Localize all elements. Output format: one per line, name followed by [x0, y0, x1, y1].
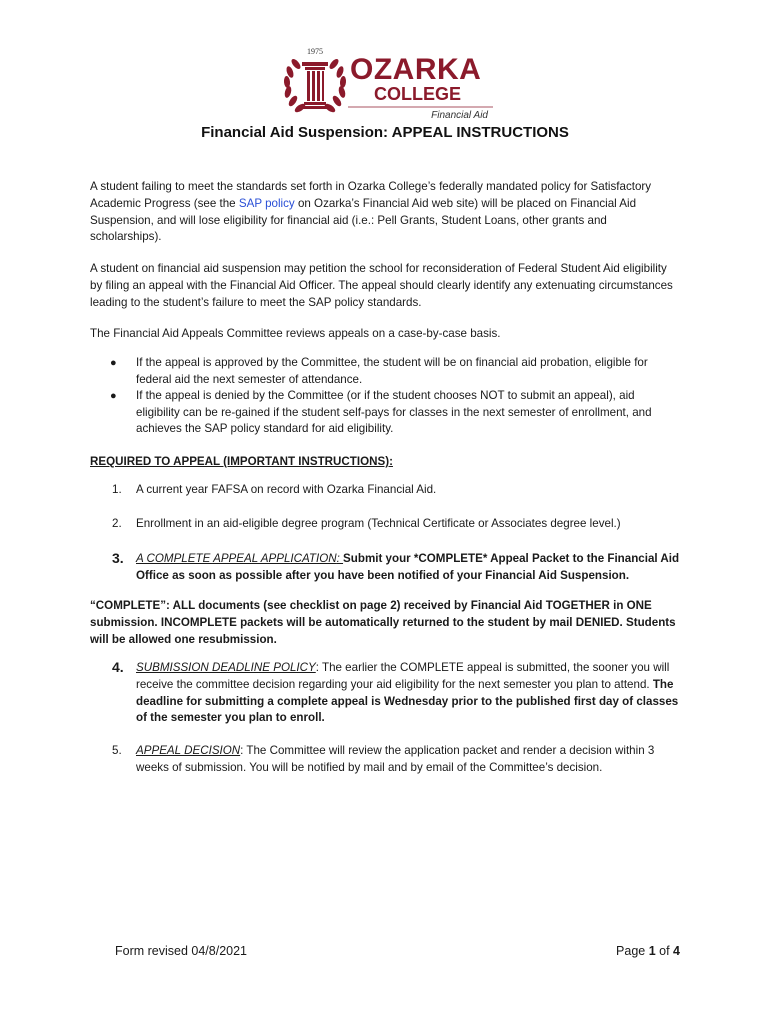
suspension-paragraph: A student on financial aid suspension may petition the school for reconsideration of Federal Student Aid eligibility by filing an appeal with the Financial Aid Officer. The appeal should clearly identify any extenuating circumstances leading to the student’s failure to meet the SAP policy standards. [90, 262, 673, 309]
list-item: ● If the appeal is denied by the Committee (or if the student chooses NOT to submit an appeal), aid eligibility can be re-gained if the student self-pays for classes in the next semester of enrollment, and achieves the SAP policy standard for aid eligibility. [110, 389, 652, 436]
required-heading: REQUIRED TO APPEAL (IMPORTANT INSTRUCTIONS): [90, 455, 393, 468]
list-item: ● If the appeal is approved by the Committee, the student will be on financial aid probation, eligible for federal aid the next semester of attendance. [110, 356, 648, 386]
requirement-item-2: 2. Enrollment in an aid-eligible degree program (Technical Certificate or Associates degree level.) [112, 517, 621, 530]
logo-graphic [278, 42, 496, 122]
logo-college: COLLEGE [374, 84, 462, 104]
requirement-item-3: 3. A COMPLETE APPEAL APPLICATION: Submit your *COMPLETE* Appeal Packet to the Financial Aid Office as soon as possible after you have been notified of your Financial Aid Suspension. [112, 550, 680, 582]
logo-name: OZARKA [350, 53, 482, 86]
bullet-icon: ● [110, 390, 117, 403]
complete-definition: “COMPLETE”: ALL documents (see checklist on page 2) received by Financial Aid TOGETHER in ONE submission. INCOMPLETE packets will be automatically returned to the student by mail DENIED. Students will be allowed one resubmission. [90, 599, 676, 646]
intro-text-end: on Ozarka’s Financial Aid web site) will be placed on Financial Aid Suspension, and will lose eligibility for financial aid (i.e.: Pell Grants, Student Loans, other grants and scholarships). [90, 196, 637, 244]
bullet-icon: ● [110, 357, 117, 369]
logo-year: 1975 [307, 47, 323, 56]
outcome-list [90, 355, 680, 438]
requirement-item-4: 4. SUBMISSION DEADLINE POLICY: The earlier the COMPLETE appeal is submitted, the sooner you will receive the committee decision regarding your aid eligibility for the next semester you plan to attend. The deadline for submitting a complete appeal is Wednesday prior to the published first day of classes of the semester you plan to enroll. [112, 659, 679, 725]
requirement-item-1: 1. A current year FAFSA on record with Ozarka Financial Aid. [112, 483, 437, 496]
committee-paragraph: The Financial Aid Appeals Committee reviews appeals on a case-by-case basis. [90, 327, 501, 340]
intro-text-start: A student failing to meet the standards set forth in Ozarka College’s federally mandated policy for Satisfactory Academic Progress (see the [90, 180, 652, 210]
logo-subtitle: Financial Aid [431, 110, 488, 121]
form-revised-date: Form revised 04/8/2021 [115, 944, 248, 958]
requirement-item-5: 5. APPEAL DECISION: The Committee will review the application packet and render a decision within 3 weeks of submission. You will be notified by mail and by email of the Committee’s decision. [112, 744, 655, 774]
intro-paragraph [90, 179, 680, 246]
page-number: Page 1 of 4 [616, 944, 680, 958]
page-title: Financial Aid Suspension: APPEAL INSTRUCTIONS [201, 124, 569, 141]
ozarka-college-logo [278, 42, 496, 122]
column-icon [302, 62, 328, 109]
sap-policy-link[interactable]: SAP policy [238, 196, 295, 210]
